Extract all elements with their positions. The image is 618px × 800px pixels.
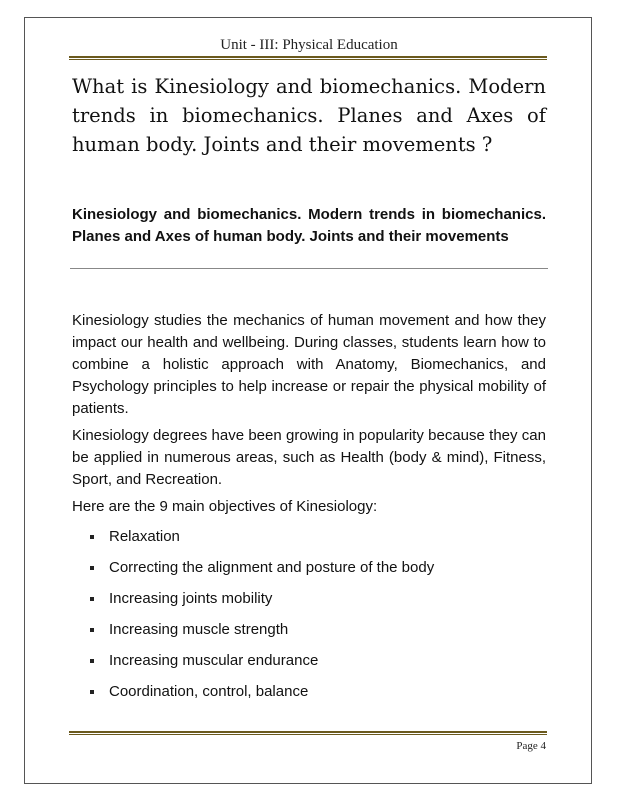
list-item bbox=[90, 526, 434, 557]
list-item-label: Increasing muscular endurance bbox=[109, 652, 319, 669]
list-item bbox=[90, 619, 434, 650]
footer-rule bbox=[69, 731, 547, 733]
bullet-icon bbox=[90, 690, 94, 694]
list-item-label: Increasing muscle strength bbox=[109, 621, 289, 638]
bullet-icon bbox=[90, 628, 94, 632]
header-rule-thin bbox=[69, 59, 547, 60]
bullet-icon bbox=[90, 535, 94, 539]
paragraph-objectives-lead: Here are the 9 main objectives of Kinesiology: bbox=[72, 498, 378, 515]
bullet-icon bbox=[90, 597, 94, 601]
list-item-label: Relaxation bbox=[109, 528, 180, 545]
heading-divider bbox=[70, 268, 548, 269]
bullet-icon bbox=[90, 659, 94, 663]
paragraph-intro: Kinesiology studies the mechanics of human movement and how they impact our health and wellbeing. During classes, students learn how to combine a holistic approach with Anatomy, Biomechanics, and Psychology principles to help increase or repair the physical mobility of patients. bbox=[72, 312, 546, 417]
objectives-list bbox=[90, 526, 434, 712]
page-number: Page 4 bbox=[516, 740, 546, 752]
paragraph-degrees: Kinesiology degrees have been growing in popularity because they can be applied in numerous areas, such as Health (body & mind), Fitness, Sport, and Recreation. bbox=[72, 427, 546, 488]
list-item bbox=[90, 557, 434, 588]
list-item bbox=[90, 681, 434, 712]
section-heading: Kinesiology and biomechanics. Modern trends in biomechanics. Planes and Axes of human body. Joints and their movements bbox=[72, 206, 546, 245]
header-title: Unit - III: Physical Education bbox=[220, 37, 398, 53]
bullet-icon bbox=[90, 566, 94, 570]
list-item-label: Increasing joints mobility bbox=[109, 590, 273, 607]
list-item bbox=[90, 588, 434, 619]
page-title: What is Kinesiology and biomechanics. Modern trends in biomechanics. Planes and Axes of human body. Joints and their movements ? bbox=[72, 75, 546, 156]
list-item-label: Correcting the alignment and posture of the body bbox=[109, 559, 435, 576]
header-rule bbox=[69, 56, 547, 58]
footer-rule-thin bbox=[69, 734, 547, 735]
list-item bbox=[90, 650, 434, 681]
list-item-label: Coordination, control, balance bbox=[109, 683, 309, 700]
